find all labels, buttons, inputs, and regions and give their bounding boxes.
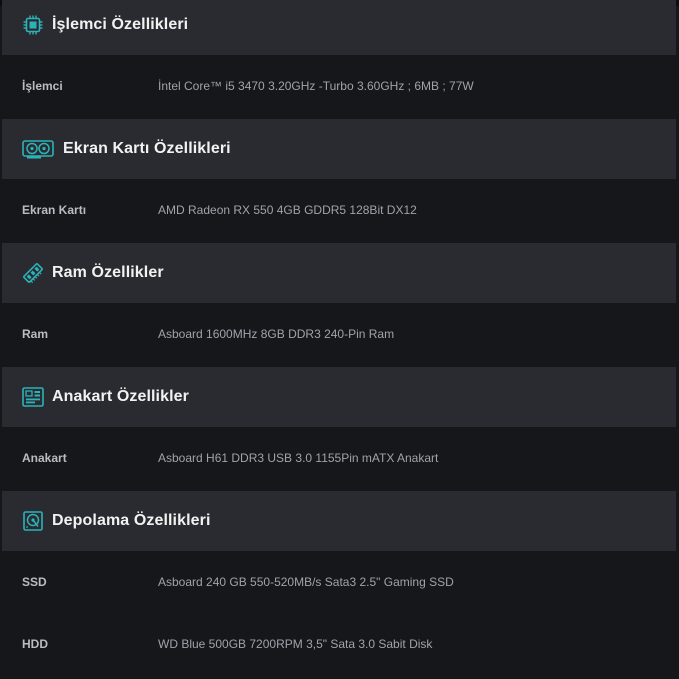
section-title-cpu: İşlemci Özellikleri [52, 16, 189, 33]
section-title-ram: Ram Özellikler [52, 264, 164, 281]
section-header-ram [2, 243, 676, 303]
spec-row-ram [2, 303, 676, 365]
spec-row-hdd [2, 613, 676, 675]
section-header-storage [2, 491, 676, 551]
spec-value: Asboard 1600MHz 8GB DDR3 240-Pin Ram [158, 327, 395, 341]
spec-label: Anakart [22, 451, 67, 465]
spec-value: WD Blue 500GB 7200RPM 3,5" Sata 3.0 Sabit Disk [158, 637, 433, 651]
spec-value: İntel Core™ i5 3470 3.20GHz -Turbo 3.60GHz ; 6MB ; 77W [158, 79, 474, 93]
spec-label: Ram [22, 327, 49, 341]
spec-label: Ekran Kartı [22, 203, 87, 217]
section-header-gpu [2, 119, 676, 179]
spec-label: SSD [22, 575, 47, 589]
spec-row-motherboard [2, 427, 676, 489]
spec-value: AMD Radeon RX 550 4GB GDDR5 128Bit DX12 [158, 203, 417, 217]
section-title-storage: Depolama Özellikleri [52, 512, 211, 529]
spec-row-cpu [2, 55, 676, 117]
ram-icon [22, 262, 44, 284]
cpu-icon [22, 14, 44, 36]
section-header-motherboard [2, 367, 676, 427]
section-header-cpu [2, 0, 676, 55]
motherboard-icon [22, 386, 44, 408]
spec-value: Asboard H61 DDR3 USB 3.0 1155Pin mATX Anakart [158, 451, 439, 465]
section-title-motherboard: Anakart Özellikler [52, 388, 189, 405]
section-title-gpu: Ekran Kartı Özellikleri [63, 140, 231, 157]
spec-label: HDD [22, 637, 48, 651]
spec-row-ssd [2, 551, 676, 613]
spec-row-gpu [2, 179, 676, 241]
storage-disk-icon [22, 510, 44, 532]
spec-value: Asboard 240 GB 550-520MB/s Sata3 2.5" Gaming SSD [158, 575, 454, 589]
graphics-card-icon [22, 138, 54, 160]
spec-label: İşlemci [22, 79, 63, 93]
